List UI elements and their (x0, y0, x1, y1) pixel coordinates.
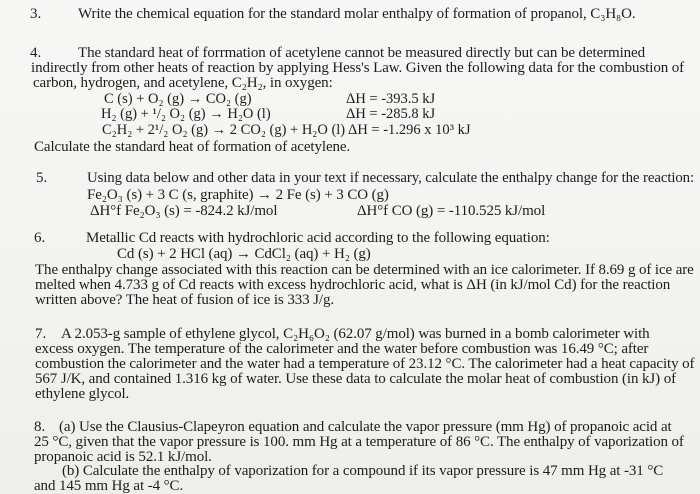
question-line: 25 °C, given that the vapor pressure is 100. mm Hg at a temperature of 86 °C. The enthalpy of vaporization of (34, 434, 684, 450)
question-number: 8. (34, 419, 46, 435)
reaction-enthalpy: ΔH = -1.296 x 10³ kJ (348, 122, 471, 138)
question-line: indirectly from other heats of reaction by applying Hess's Law. Given the following data for the combustion of (31, 60, 685, 76)
question-text: Write the chemical equation for the standard molar enthalpy of formation of propanol, C₃H₈O. (78, 6, 636, 22)
question-line: 567 J/K, and contained 1.316 kg of water. Use these data to calculate the molar heat of combustion (in kJ) of (35, 371, 677, 387)
enthalpy-data-left: ΔH°f Fe₂O₃ (s) = -824.2 kJ/mol (90, 203, 278, 219)
question-line: combustion the calorimeter and the water had a temperature of 23.12 °C. The calorimeter had a heat capacity of (35, 356, 695, 372)
question-line: written above? The heat of fusion of ice is 333 J/g. (35, 292, 335, 308)
question-line: excess oxygen. The temperature of the calorimeter and the water before combustion was 16.49 °C; after (35, 341, 649, 357)
enthalpy-data-right: ΔH°f CO (g) = -110.525 kJ/mol (357, 203, 546, 219)
question-number: 7. (35, 326, 47, 342)
question-line: (a) Use the Clausius-Clapeyron equation and calculate the vapor pressure (mm Hg) of propanoic acid at (59, 419, 672, 435)
reaction-equation: C (s) + O₂ (g) → CO₂ (g) (104, 91, 252, 107)
question-number: 4. (30, 45, 42, 61)
question-number: 6. (34, 230, 46, 246)
question-line: The standard heat of forrmation of acetylene cannot be measured directly but can be determined (78, 45, 646, 61)
question-line: carbon, hydrogen, and acetylene, C₂H₂, in oxygen: (33, 75, 333, 91)
question-number: 5. (36, 170, 48, 186)
question-line: ethylene glycol. (35, 386, 130, 402)
question-line: The enthalpy change associated with this reaction can be determined with an ice calorimeter. If 8.69 g of ice are (35, 262, 694, 278)
question-line: propanoic acid is 52.1 kJ/mol. (34, 449, 212, 465)
question-line: and 145 mm Hg at -4 °C. (34, 478, 184, 494)
question-equation: Cd (s) + 2 HCl (aq) → CdCl₂ (aq) + H₂ (g) (117, 246, 371, 262)
question-line: Fe₂O₃ (s) + 3 C (s, graphite) → 2 Fe (s) + 3 CO (g) (87, 187, 389, 203)
question-prompt: Calculate the standard heat of formation of acetylene. (34, 139, 351, 155)
question-number: 3. (30, 6, 42, 22)
reaction-equation: H₂ (g) + ¹/₂ O₂ (g) → H₂O (l) (101, 106, 271, 122)
question-line: melted when 4.733 g of Cd reacts with excess hydrochloric acid, what is ΔH (in kJ/mol Cd) for the reaction (35, 277, 671, 293)
question-line: A 2.053-g sample of ethylene glycol, C₂H₆O₂ (62.07 g/mol) was burned in a bomb calorimeter with (61, 326, 650, 342)
reaction-enthalpy: ΔH = -285.8 kJ (346, 106, 436, 122)
question-line: Using data below and other data in your text if necessary, calculate the enthalpy change for the reaction: (87, 170, 695, 186)
reaction-enthalpy: ΔH = -393.5 kJ (346, 91, 436, 107)
question-line: (b) Calculate the enthalpy of vaporization for a compound if its vapor pressure is 47 mm Hg at -31 °C (62, 463, 664, 479)
question-line: Metallic Cd reacts with hydrochloric acid according to the following equation: (86, 230, 550, 246)
reaction-equation: C₂H₂ + 2¹/₂ O₂ (g) → 2 CO₂ (g) + H₂O (l) (102, 122, 346, 138)
